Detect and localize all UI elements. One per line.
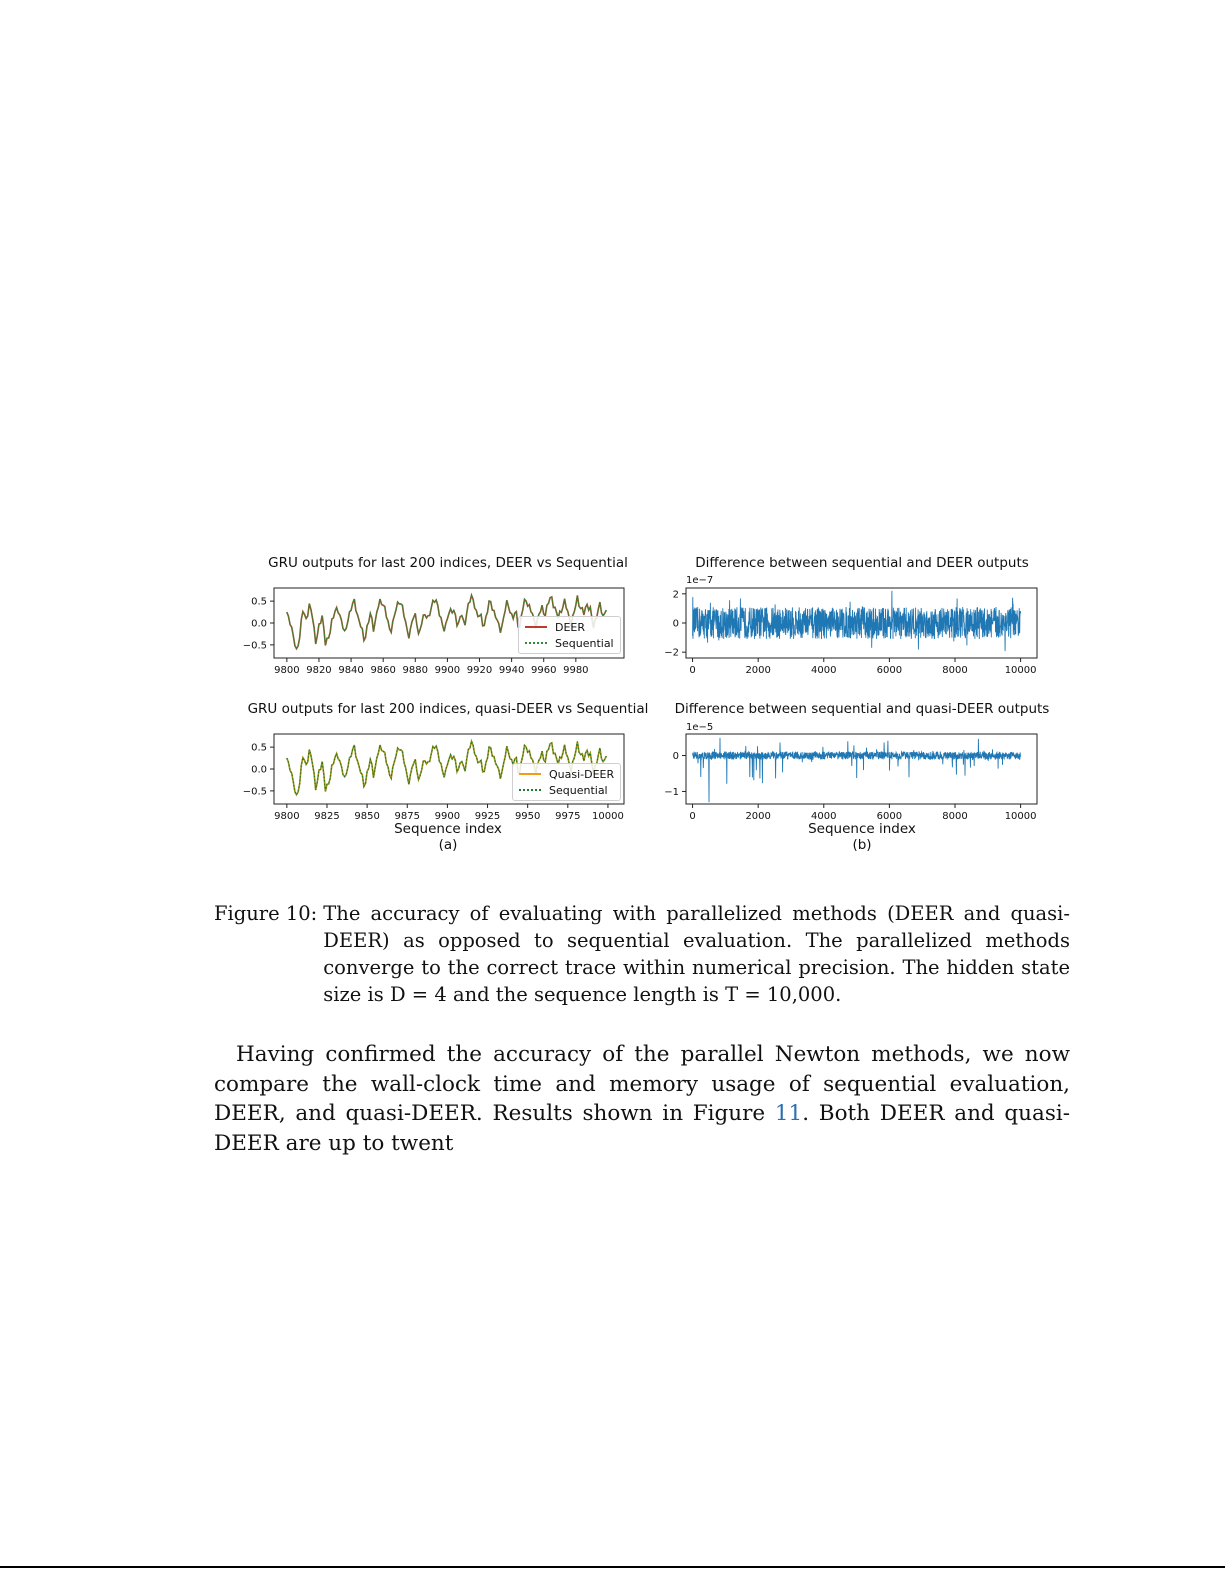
x-tick-label: 0	[689, 811, 696, 822]
body-paragraph	[214, 1040, 1070, 1158]
x-tick-label: 2000	[745, 665, 771, 676]
legend-label: Quasi-DEER	[549, 767, 615, 781]
offset-label-top: 1e−7	[686, 575, 714, 586]
x-tick-label: 9860	[370, 665, 396, 676]
x-tick-label: 9900	[434, 811, 461, 822]
axes-frame	[686, 734, 1037, 804]
x-tick-label: 10000	[592, 811, 624, 822]
x-tick-label: 8000	[942, 665, 968, 676]
x-tick-label: 9975	[555, 811, 581, 822]
legend-item-deer	[525, 619, 614, 635]
offset-label-bottom: 1e−5	[686, 722, 714, 733]
legend-deer	[518, 616, 621, 654]
x-tick-label: 9800	[274, 811, 300, 822]
panel-a-top-title: GRU outputs for last 200 indices, DEER vs Sequential	[268, 555, 628, 571]
sublabel-a: (a)	[438, 837, 458, 853]
figure-ref-link[interactable]: 11	[774, 1101, 803, 1126]
xlabel-left: Sequence index	[394, 821, 502, 837]
legend-item-sequential	[519, 782, 614, 798]
y-tick-label: −0.5	[242, 786, 267, 798]
legend-item-sequential	[525, 635, 614, 651]
x-tick-label: 9900	[434, 665, 461, 676]
y-tick-label: −2	[664, 647, 679, 659]
x-tick-label: 0	[689, 665, 696, 676]
legend-line-solid-icon	[525, 626, 547, 628]
x-tick-label: 9820	[306, 665, 332, 676]
x-tick-label: 9960	[530, 665, 557, 676]
x-tick-label: 9850	[354, 811, 380, 822]
legend-line-dotted-icon	[519, 789, 541, 791]
y-tick-label: 0.5	[251, 596, 267, 608]
x-tick-label: 9840	[338, 665, 364, 676]
legend-label: Sequential	[549, 783, 608, 797]
x-tick-label: 9920	[466, 665, 493, 676]
y-tick-label: 0	[672, 618, 679, 630]
legend-quasi-deer	[512, 763, 621, 801]
page-bottom-rule	[0, 1566, 1225, 1568]
y-tick-label: 0.5	[251, 742, 267, 754]
legend-label: Sequential	[555, 636, 614, 650]
x-tick-label: 6000	[876, 665, 903, 676]
x-tick-label: 10000	[1004, 811, 1037, 822]
figure-caption	[214, 900, 1070, 1008]
caption-text: The accuracy of evaluating with parallelized methods (DEER and quasi-DEER) as opposed to sequential evaluation. The parallelized methods converge to the correct trace within numerical precision. The hidden state size is D = 4 and the sequence length is T = 10,000.	[323, 902, 1070, 1006]
y-tick-label: −0.5	[242, 640, 267, 652]
y-tick-label: −1	[664, 786, 679, 798]
y-tick-label: 2	[672, 589, 679, 601]
body-text-after-ref: . Both DEER and quasi-DEER are up to twent	[214, 1101, 1070, 1156]
x-tick-label: 9825	[314, 811, 340, 822]
panel-a-bottom-title: GRU outputs for last 200 indices, quasi-DEER vs Sequential	[247, 701, 649, 717]
body-text-before-ref: Having confirmed the accuracy of the parallel Newton methods, we now compare the wall-clock time and memory usage of sequential evaluation, DEER, and quasi-DEER. Results shown in Figure	[214, 1042, 1070, 1126]
x-tick-label: 9925	[474, 811, 501, 822]
sublabel-b: (b)	[852, 837, 872, 853]
difference-line	[693, 738, 1021, 802]
x-tick-label: 9800	[274, 665, 300, 676]
x-tick-label: 6000	[876, 811, 903, 822]
caption-label: Figure 10:	[214, 902, 318, 925]
y-tick-label: 0.0	[251, 764, 267, 776]
x-tick-label: 9880	[402, 665, 429, 676]
legend-line-dotted-icon	[525, 642, 547, 644]
x-tick-label: 8000	[942, 811, 968, 822]
legend-label: DEER	[555, 620, 586, 634]
x-tick-label: 9950	[514, 811, 541, 822]
difference-line	[693, 591, 1021, 651]
x-tick-label: 9875	[394, 811, 420, 822]
panel-b-bottom-title: Difference between sequential and quasi-DEER outputs	[674, 701, 1050, 717]
x-tick-label: 4000	[811, 811, 837, 822]
panel-b-top-title: Difference between sequential and DEER outputs	[695, 555, 1029, 571]
y-tick-label: 0	[672, 751, 679, 763]
x-tick-label: 10000	[1004, 665, 1037, 676]
xlabel-right: Sequence index	[808, 821, 916, 837]
y-tick-label: 0.0	[251, 618, 267, 630]
x-tick-label: 4000	[811, 665, 837, 676]
x-tick-label: 9980	[563, 665, 589, 676]
legend-line-solid-icon	[519, 773, 541, 775]
legend-item-quasi-deer	[519, 766, 614, 782]
x-tick-label: 2000	[745, 811, 771, 822]
x-tick-label: 9940	[498, 665, 525, 676]
